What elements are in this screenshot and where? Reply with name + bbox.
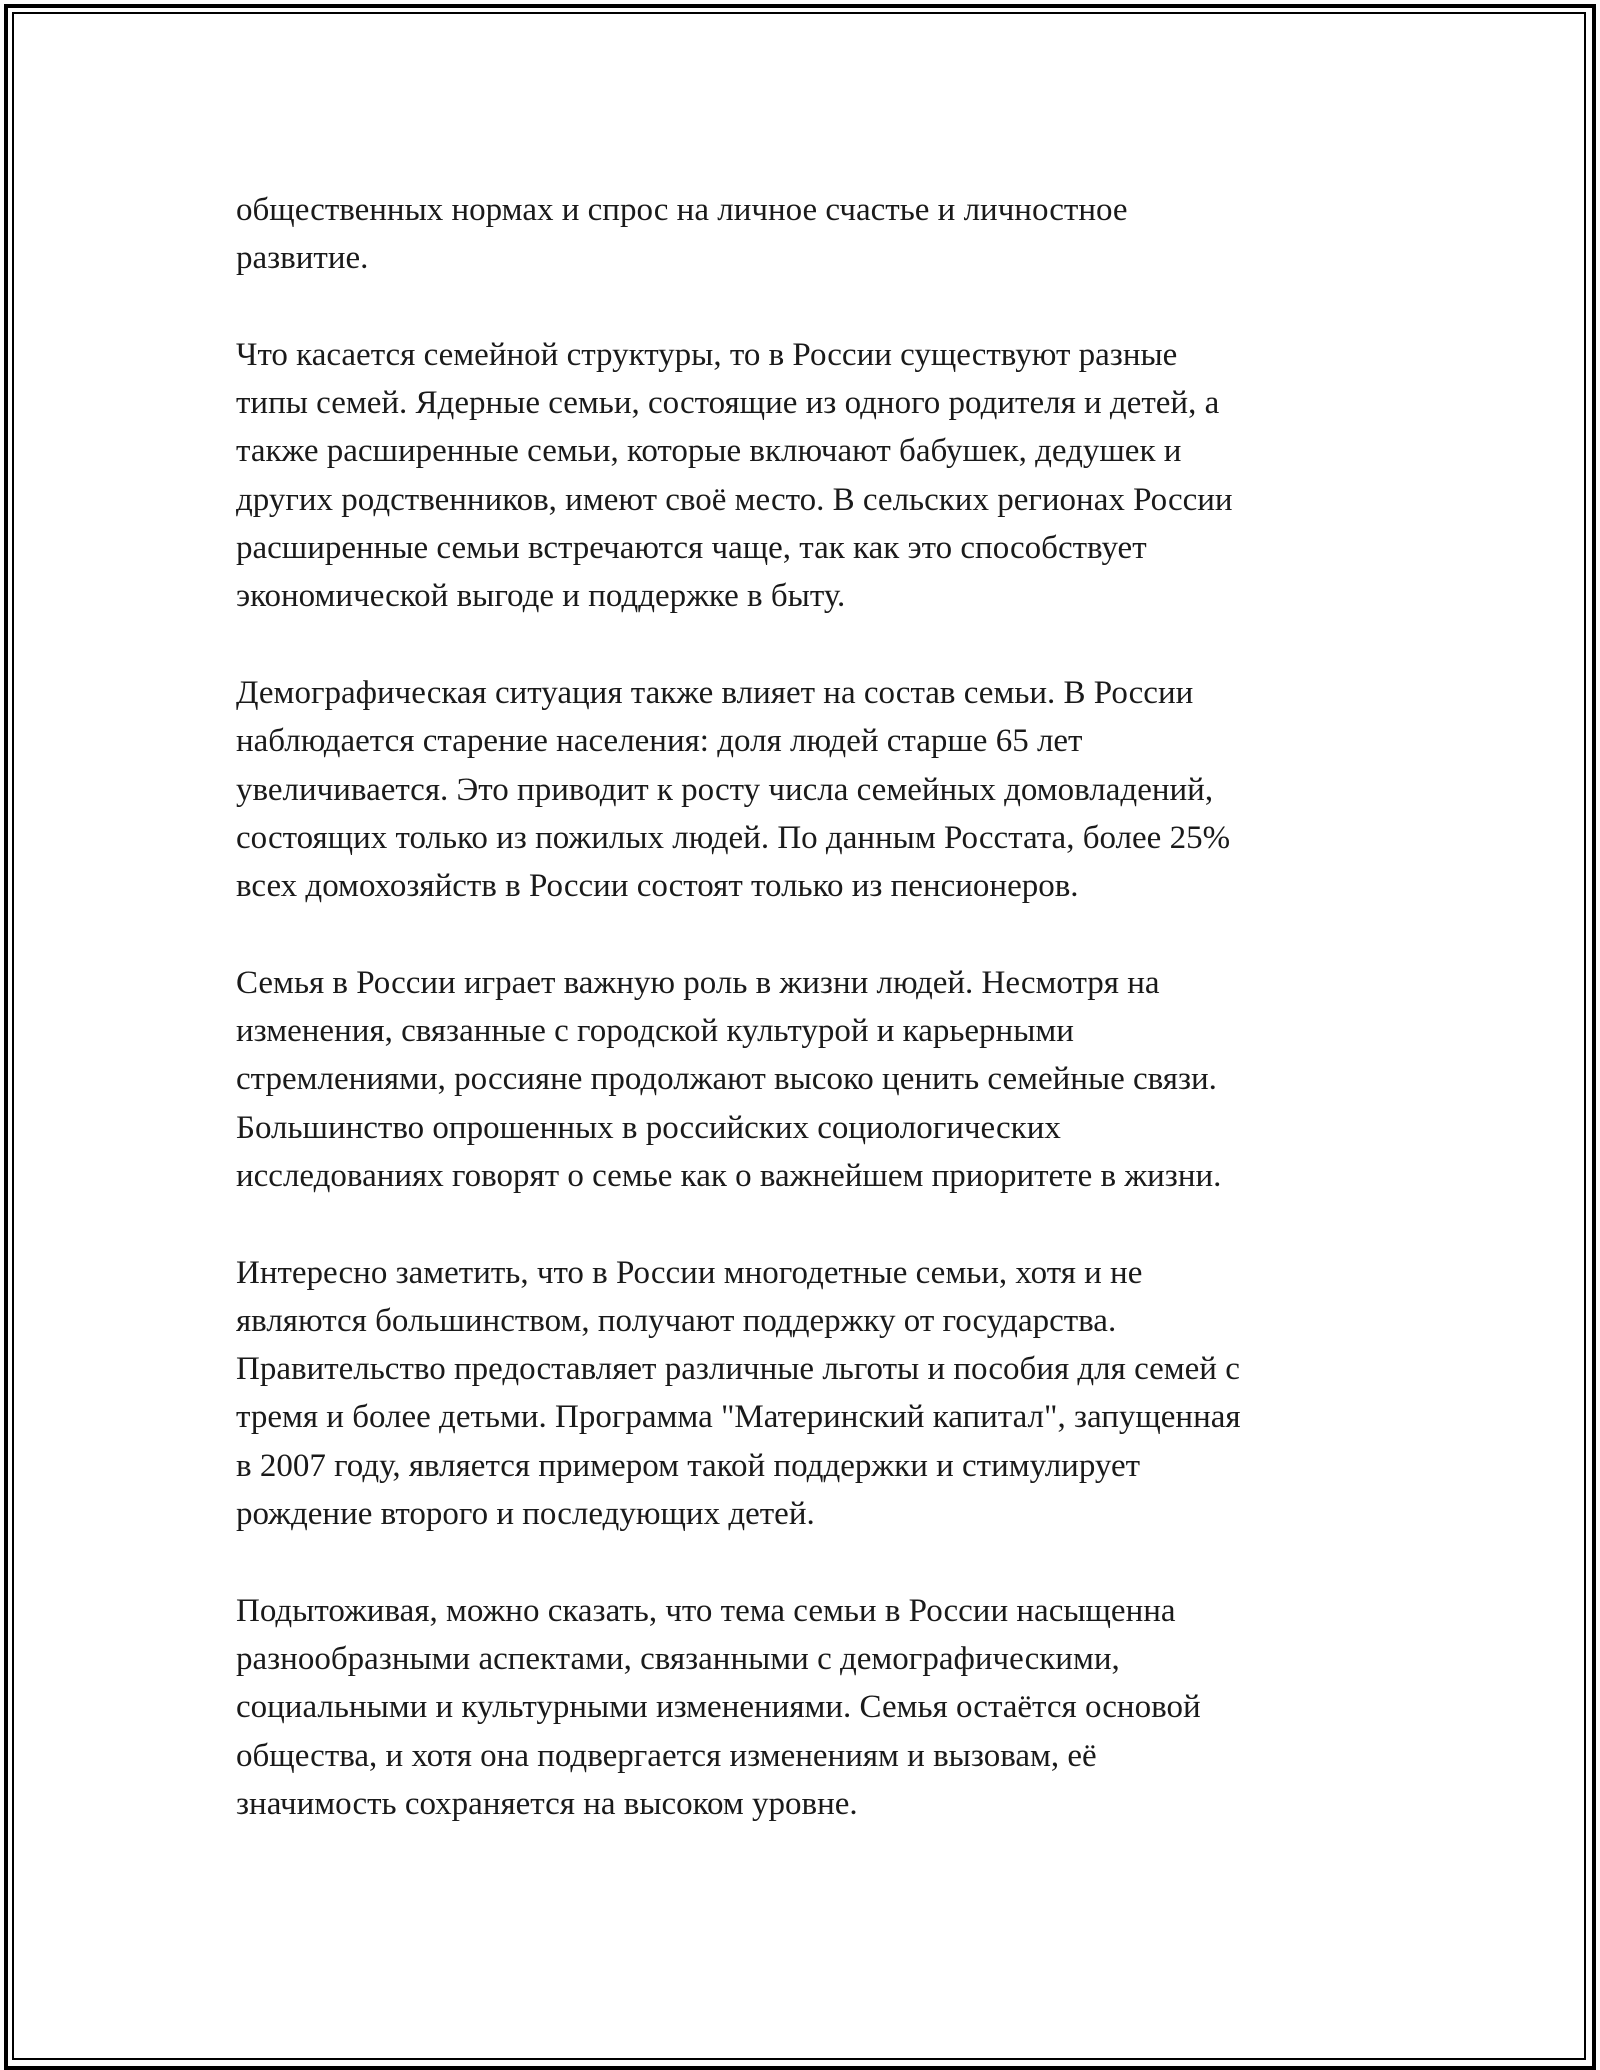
- paragraph: [236, 669, 1366, 910]
- text-line: разнообразными аспектами, связанными с демографическими,: [236, 1640, 1120, 1677]
- text-line: исследованиях говорят о семье как о важнейшем приоритете в жизни.: [236, 1157, 1222, 1194]
- text-line: развитие.: [236, 240, 369, 277]
- text-line: общества, и хотя она подвергается изменениям и вызовам, её: [236, 1737, 1097, 1774]
- paragraph: [236, 331, 1366, 621]
- paragraph: [236, 1587, 1366, 1828]
- text-line: других родственников, имеют своё место. В сельских регионах России: [236, 481, 1233, 518]
- text-line: стремлениями, россияне продолжают высоко ценить семейные связи.: [236, 1061, 1217, 1098]
- text-line: Демографическая ситуация также влияет на состав семьи. В России: [236, 674, 1194, 711]
- text-line: Семья в России играет важную роль в жизни людей. Несмотря на: [236, 964, 1160, 1001]
- text-line: значимость сохраняется на высоком уровне.: [236, 1785, 858, 1822]
- text-line: экономической выгоде и поддержке в быту.: [236, 578, 846, 615]
- text-line: общественных нормах и спрос на личное счастье и личностное: [236, 192, 1128, 228]
- text-line: Правительство предоставляет различные льготы и пособия для семей с: [236, 1351, 1240, 1388]
- text-line: Интересно заметить, что в России многодетные семьи, хотя и не: [236, 1254, 1143, 1291]
- text-line: тремя и более детьми. Программа "Материнский капитал", запущенная: [236, 1399, 1241, 1436]
- text-line: типы семей. Ядерные семьи, состоящие из одного родителя и детей, а: [236, 385, 1220, 422]
- text-line: Большинство опрошенных в российских социологических: [236, 1109, 1061, 1146]
- paragraph: [236, 959, 1366, 1200]
- text-line: расширенные семьи встречаются чаще, так как это способствует: [236, 530, 1147, 567]
- paragraph: [236, 1249, 1366, 1539]
- document-body: [236, 186, 1366, 1876]
- text-line: рождение второго и последующих детей.: [236, 1496, 815, 1533]
- text-line: Что касается семейной структуры, то в России существуют разные: [236, 336, 1178, 373]
- text-line: изменения, связанные с городской культурой и карьерными: [236, 1013, 1074, 1050]
- text-line: Подытоживая, можно сказать, что тема семьи в России насыщенна: [236, 1592, 1176, 1629]
- text-line: увеличивается. Это приводит к росту числа семейных домовладений,: [236, 771, 1214, 808]
- text-line: наблюдается старение населения: доля людей старше 65 лет: [236, 723, 1083, 760]
- text-line: всех домохозяйств в России состоят только из пенсионеров.: [236, 868, 1079, 905]
- text-line: состоящих только из пожилых людей. По данным Росстата, более 25%: [236, 819, 1231, 856]
- text-line: также расширенные семьи, которые включают бабушек, дедушек и: [236, 433, 1182, 470]
- paragraph: [236, 186, 1366, 283]
- text-line: социальными и культурными изменениями. Семья остаётся основой: [236, 1689, 1201, 1726]
- text-line: являются большинством, получают поддержку от государства.: [236, 1302, 1117, 1339]
- text-line: в 2007 году, является примером такой поддержки и стимулирует: [236, 1447, 1141, 1484]
